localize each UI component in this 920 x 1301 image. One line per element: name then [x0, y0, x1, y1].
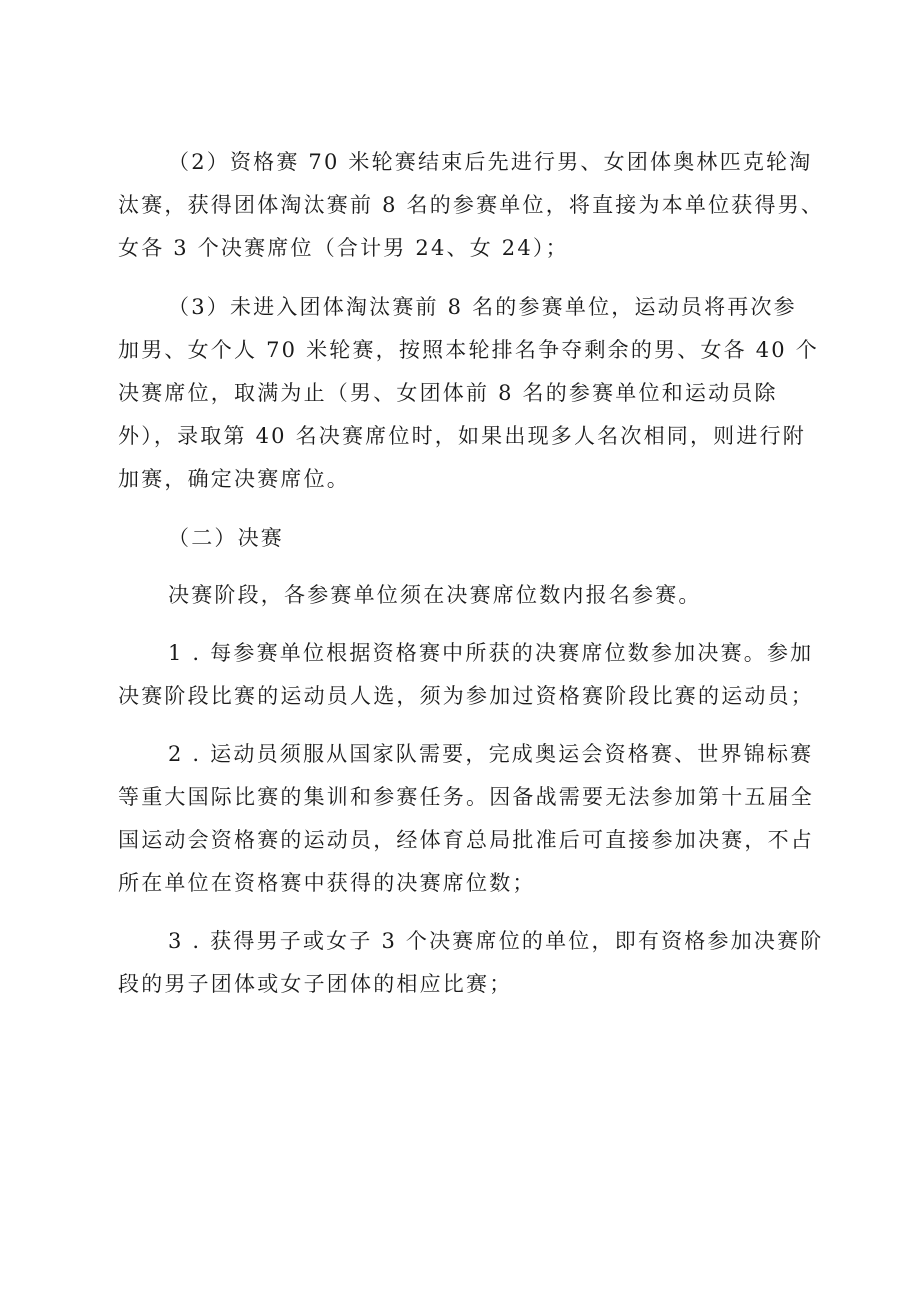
- text-line: 加男、女个人 70 米轮赛，按照本轮排名争夺剩余的男、女各 40 个: [118, 338, 819, 362]
- text-line: 等重大国际比赛的集训和参赛任务。因备战需要无法参加第十五届全: [118, 785, 814, 809]
- text-line: 外），录取第 40 名决赛席位时，如果出现多人名次相同，则进行附: [118, 424, 806, 448]
- text-line: 加赛，确定决赛席位。: [118, 467, 350, 491]
- text-line: 女各 3 个决赛席位（合计男 24、女 24）；: [118, 236, 569, 260]
- text-line: 段的男子团体或女子团体的相应比赛；: [118, 972, 513, 996]
- text-line: 国运动会资格赛的运动员，经体育总局批准后可直接参加决赛，不占: [118, 828, 814, 852]
- text-line: 决赛席位，取满为止（男、女团体前 8 名的参赛单位和运动员除: [118, 381, 778, 405]
- text-line: 3 . 获得男子或女子 3 个决赛席位的单位，即有资格参加决赛阶: [168, 929, 824, 953]
- final-intro-text: 决赛阶段，各参赛单位须在决赛席位数内报名参赛。: [168, 583, 702, 607]
- text-line: 所在单位在资格赛中获得的决赛席位数；: [118, 871, 536, 895]
- text-line: 汰赛，获得团体淘汰赛前 8 名的参赛单位，将直接为本单位获得男、: [118, 193, 825, 217]
- text-line: （2）资格赛 70 米轮赛结束后先进行男、女团体奥林匹克轮淘: [168, 150, 813, 174]
- text-line: 1 . 每参赛单位根据资格赛中所获的决赛席位数参加决赛。参加: [168, 641, 814, 665]
- text-line: 决赛阶段比赛的运动员人选，须为参加过资格赛阶段比赛的运动员；: [118, 684, 814, 708]
- text-line: 2 . 运动员须服从国家队需要，完成奥运会资格赛、世界锦标赛: [168, 742, 814, 766]
- text-line: （3）未进入团体淘汰赛前 8 名的参赛单位，运动员将再次参: [168, 295, 797, 319]
- section-heading-final: （二）决赛: [168, 526, 284, 550]
